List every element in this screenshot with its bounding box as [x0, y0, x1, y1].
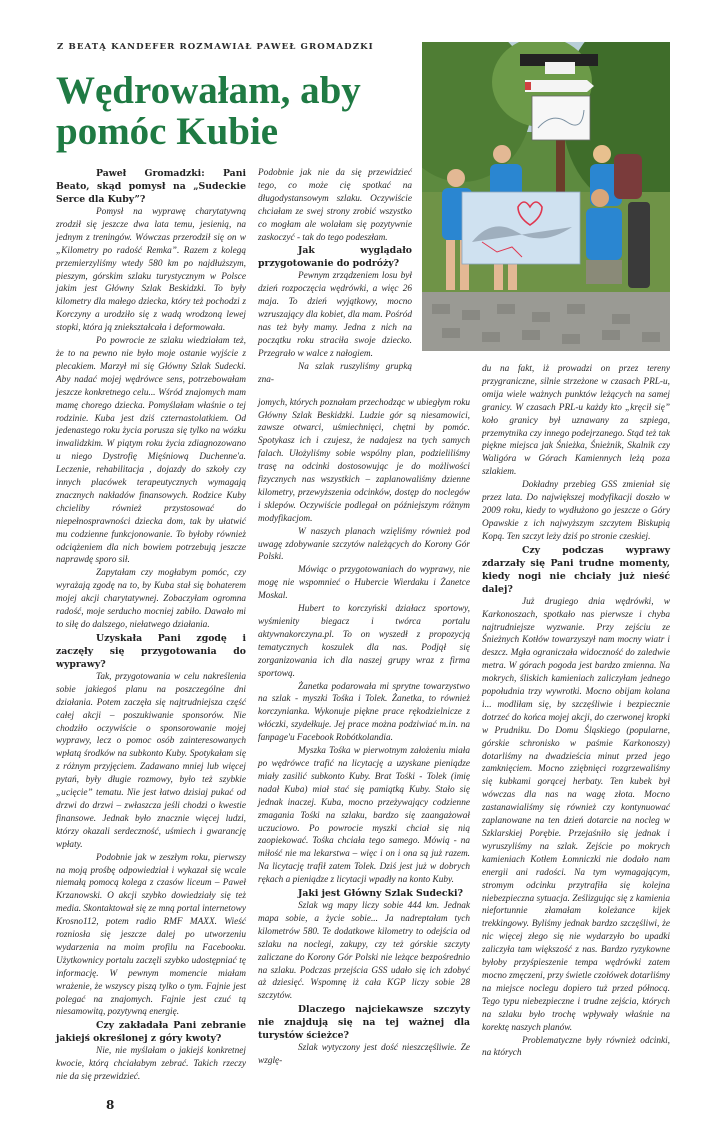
- interview-question: Paweł Gromadzki: Pani Beato, skąd pomysł na „Sudeckie Serce dla Kuby”?: [56, 168, 246, 205]
- paragraph: Podobnie jak nie da się przewidzieć tego, co może cię spotkać na długodystansowym szlaku. Oczywiście chciałam ze swej strony zrobić wszystko co mogłam ale wolałam się pozytywnie zaskoczyć - tak do tego podeszłam.: [258, 168, 412, 243]
- interview-question: Jak wyglądało przygotowanie do podróży?: [258, 245, 412, 270]
- article-byline: Z BEATĄ KANDEFER ROZMAWIAŁ PAWEŁ GROMADZKI: [57, 42, 374, 52]
- column-3-wrap: [482, 167, 670, 1060]
- article-title: Wędrowałam, aby pomóc Kubie: [56, 69, 361, 153]
- column-2-wrap: [258, 167, 470, 1068]
- paragraph: Nie, nie myślałam o jakiejś konkretnej kwocie, którą chciałabym zebrać. Takich rzeczy nie da się przewidzieć.: [56, 1046, 246, 1083]
- article-column-1: [56, 167, 246, 1084]
- interview-question: Uzyskała Pani zgodę i zaczęły się przygotowania do wyprawy?: [56, 632, 246, 670]
- article-column-3: [482, 363, 670, 1060]
- article-body: [56, 167, 670, 1132]
- article-column-2-bottom: [258, 397, 470, 1069]
- paragraph: Hubert to korczyński działacz sportowy, wyśmienity biegacz i twórca portalu aktywnakorczyna.pl. To on wyszedł z propozycją tematycznych koszulek dla nas. Podjął się zorganizowania ich dla naszej grupy wraz z firma sportową.: [258, 604, 470, 679]
- interview-question: Dlaczego najciekawsze szczyty nie znajdują się na tej ważnej dla turystów ścieżce?: [258, 1004, 470, 1042]
- paragraph: Problematyczne były również odcinki, na których: [482, 1035, 670, 1059]
- article-column-2-top: [258, 167, 412, 387]
- paragraph: Szlak wytyczony jest dość nieszczęśliwie. Ze wzglę-: [258, 1043, 470, 1067]
- interview-question: Jaki jest Główny Szlak Sudecki?: [298, 888, 463, 900]
- page-number: 8: [106, 1098, 115, 1113]
- paragraph: Dokładny przebieg GSS zmieniał się przez lata. Do największej modyfikacji doszło w 2009 roku, kiedy to wydłużono go jeszcze o Góry Opawskie z ich najwyższym szczytem Biskupią Kopą. Ten szczyt leży dziś po stronie czeskiej.: [482, 480, 670, 542]
- paragraph: Mówiąc o przygotowaniach do wyprawy, nie mogę nie wspomnieć o Hubercie Wierdaku i Żanetce Moskal.: [258, 565, 470, 602]
- paragraph: Szlak wg mapy liczy sobie 444 km. Jednak mapa sobie, a życie sobie... Ja nadreptałam tych kilometrów 580. Te dodatkowe kilometry to odejścia od szlaku na noclegi, zakupy, czy też górskie szczyty zaliczane do Korony Gór Polski nie leżące bezpośrednio na szlaku. Podczas przejścia GSS udało się ich zdobyć aż dziesięć. Wspomnę iż cała KGP liczy sobie 28 szczytów.: [258, 901, 470, 1002]
- column-1-wrap: [56, 167, 246, 1132]
- paragraph: Żanetka podarowała mi sprytne towarzystwo na szlak - myszki Tośka i Tolek. Żanetka, to również korczynianka. Wykonuje piękne prace rękodzielnicze z włóczki, szydełkuje. Jej prace można podziwiać m.in. na fanpage'u Facebook Robótkolandia.: [258, 681, 470, 744]
- paragraph: Już drugiego dnia wędrówki, w Karkonoszach, spotkało nas pierwsze i chyba najtrudniejsze wyzwanie. Przy zejściu ze Śnieżnych Kotłów towarzyszył nam mocny wiatr i deszcz. Mgła ograniczała widoczność do zaledwie metra. W górach pogoda jest bardzo zmienna. Na mokrych, śliskich kamieniach zaliczyłam jednego popołudnia trzy wywrotki. Mocno obijam kolana i... modliłam się, by szczęśliwie i bezpiecznie dotrzeć do końca mojej akcji, do czerwonej kropki w Prudniku. Do Domu Śląskiego (popularne, górskie schronisko w paśmie Karkonoszy) dotarliśmy na dwadzieścia minut przed jego zamknięciem. Mocno zziębnięci rozgrzewaliśmy się kubkami gorącej herbaty. Ten kubek był wówczas dla nas na wagę złota. Mocno zastanawialiśmy się również czy kontynuować zaplanowane na ten dzień dotarcie na nocleg w Szklarskiej Porębie. Przejaśniło się jednak i wyruszyliśmy na szlak. Zejście po mokrych kamieniach Kotłem Łomniczki nie dodało nam energii ani radości. Na tym wymagającym, stromym odcinku przytrafiła się kolejna niebezpieczna sytuacja. Ześlizgując się z kamienia niefortunnie złamałam koleżance kijek trekkingowy. Byliśmy jednak bardzo szczęśliwi, że nic więcej złego się nie wydarzyło bo upadki zaliczyła tam większość z nas. Bardzo ryzykowne byłoby przyśpieszenie tempa wędrówki zatem mocno zmęczeni, przy świetle czołówek dotarliśmy na miejsce noclegu dopiero tuż przed północą. Tego typu niebezpieczne i trudne zejścia, których na szlaku było trochę wpływały właśnie na korektę naszych planów.: [482, 596, 670, 1033]
- paragraph: W naszych planach wzięliśmy również pod uwagę zdobywanie szczytów należących do Korony Gór Polski.: [258, 526, 470, 563]
- paragraph: du na fakt, iż prowadzi on przez tereny przygraniczne, silnie strzeżone w czasach PRL-u, omija wiele ważnych punktów leżących na samej granicy. W czasach PRL-u każdy kto „kręcił się” koło granicy był uznawany za szpiega, przemytnika czy innego podejrzanego. Stąd też tak piękne miejsca jak Śnieżka, Śnieżnik, Skalnik czy Waligóra w Górach Kamiennych leżą poza szlakiem.: [482, 364, 670, 478]
- paragraph: Zapytałam czy mogłabym pomóc, czy wyrażają zgodę na to, by Kuba stał się bohaterem mojej akcji charytatywnej. Zobaczyłam ogromna radość, moje serducho mocniej zabiło. Dawało mi to siłę do dalszego, niełatwego działania.: [56, 568, 246, 630]
- paragraph: Pewnym zrządzeniem losu był dzień rozpoczęcia wędrówki, a więc 26 maja. To dzień wyjątkowy, mocno wzruszający dla kobiet, dla mam. Pośród nas też były mamy. Jedna z nich na początku roku straciła swoje dziecko. Przegrało w walce z nałogiem.: [258, 271, 412, 359]
- paragraph: Podobnie jak w zeszłym roku, pierwszy na moją prośbę odpowiedział i wykazał się wcale niemałą pomocą kolega z czasów liceum – Paweł Krzanowski. O akcji szybko dowiedziały się też media. Skontaktował się ze mną portal internetowy Krosno112, potem radio RMF MAXX. Wieść rozniosła się jeszcze dalej po utworzeniu wydarzenia na moim profilu na Facebooku. Użytkownicy portalu zaczęli szybko udostępniać tę informację. W pewnym momencie miałam wrażenie, że wszyscy piszą tylko o tym. Fajnie jest polegać na znajomych. Fajnie jest czuć tą niesamowitą, pozytywną energię.: [56, 852, 246, 1018]
- paragraph: Tak, przygotowania w celu nakreślenia sobie jakiegoś planu na poszczególne dni działania. Potem zaczęła się najtrudniejsza część całej akcji – poszukiwanie sponsorów. Nie chodziło oczywiście o sponsorowanie mojej wyprawy, lecz o pomoc osób zainteresowanych wpłatą środków na subkonto Kuby. Spotykałam się z różnym przyjęciem. Zadawano mniej lub więcej pytań, były długie rozmowy, było też szybkie „ucięcie” tematu. Nie jest łatwo dzisiaj pukać od drzwi do drzwi – zwłaszcza jeśli chodzi o kwestie finansowe. Jednak było znacznie więcej ludzi, którzy okazali serdeczność, uśmiech i gwarancję wpłaty.: [56, 671, 246, 850]
- paragraph: Pomysł na wyprawę charytatywną zrodził się jeszcze dwa lata temu, jesienią, na jednym z treningów. Wówczas przerodził się on w „Kilometry po radość Remka”. Razem z kolegą przemierzyliśmy wtedy 580 km po najdłuższym, pieszym, górskim szlaku turystycznym w Polsce jakim jest Główny Szlak Beskidzki. To były kilometry dla małego dziecka, który też pochodzi z Korczyny a urodziło się z wadą wrodzoną lewej stopki, która ją zniekształcała i deformowała.: [56, 207, 246, 334]
- paragraph: jomych, których poznałam przechodząc w ubiegłym roku Główny Szlak Beskidzki. Ludzie gór są niesamowici, zawsze otwarci, uśmiechnięci, chętni by pomóc. Spotykasz ich i czujesz, że nadajesz na tych samych falach. Ułożyliśmy sobie wspólny plan, podzieliliśmy trasę na odcinki dostosowując je do możliwości fizycznych nas wszystkich – zaplanowaliśmy dzienne kilometry, przewyższenia odcinków, dostęp do noclegów i sklepów. Oczywiście podlegał on późniejszym różnym modyfikacjom.: [258, 397, 470, 524]
- interview-question: Czy zakładała Pani zebranie jakiejś określonej z góry kwoty?: [56, 1020, 246, 1045]
- interview-question: Czy podczas wyprawy zdarzały się Pani trudne momenty, kiedy nogi nie chciały już nieść dalej?: [482, 544, 670, 595]
- paragraph: Po powrocie ze szlaku wiedziałam też, że to na pewno nie było moje ostanie wyjście z plecakiem. Marzył mi się Główny Szlak Sudecki. Aby nadać mojej wędrówce sens, potrzebowałam jeszcze konkretnego celu... Wśród znajomych mam mamę chorego dziecka. Pomyślałam właśnie o tej rodzinie. Kuba jest dziś czternastolatkiem. Od jedenastego roku życia porusza się tylko na wózku inwalidzkim. W piątym roku życia zdiagnozowano u niego Dystrofię Mięśniową Duchenne'a. Leczenie, rehabilitacja , dojazdy do szkoły czy innych placówek terapeutycznych wymagają znacznych nakładów finansowych. Rodzice Kuby chcieliby również przystosować do niepełnosprawności dziecka dom, tak by ułatwić mu codzienne funkcjonowanie. To byłoby również odciążeniem dla nich bowiem potrzebują jeszcze naprawdę sporo sił.: [56, 336, 246, 566]
- paragraph: Na szlak ruszyliśmy grupką zna-: [258, 361, 412, 385]
- paragraph: Myszka Tośka w pierwotnym założeniu miała po wędrówce trafić na licytację a uzyskane pieniądze miały zasilić subkonto Kuby. Brat Tośki - Tolek (imię nadał Kuba) miał stać się pamiątką Kuby. Stało się jednak inaczej. Kuba, mocno przeżywający codzienne zmagania Tośki na szlaku, bardzo się zaangażował uczuciowo. Po powrocie myszki chciał się nią zaopiekować. Tośka chciała tego samego. Mówią - na miłość nie ma lekarstwa – więc i on i ona są już razem. Na licytację trafił zatem Tolek. Dziś jest już w dobrych rękach a pieniądze z licytacji wpadły na konto Kuby.: [258, 746, 470, 886]
